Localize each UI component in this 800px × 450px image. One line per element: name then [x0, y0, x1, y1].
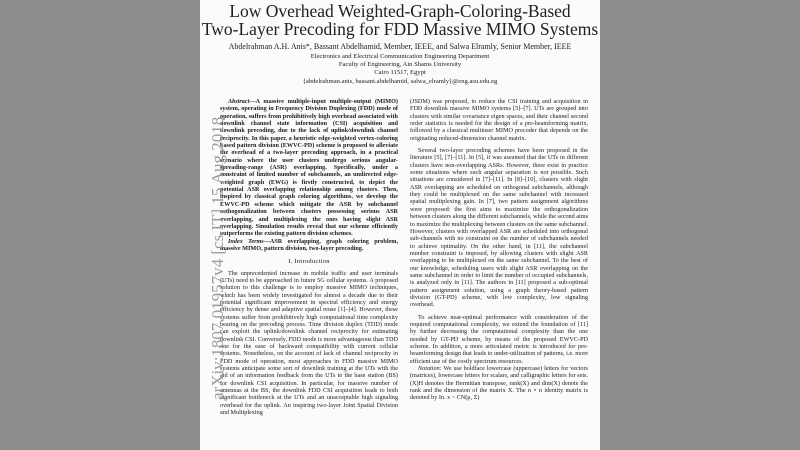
- abstract-label: Abstract: [228, 98, 250, 105]
- notation-label: Notation:: [418, 365, 442, 373]
- intro-paragraph-3: Several two-layer precoding schemes have been proposed in the literature [5], [7]–[11]. In [5], it was assumed that the UTs in different clusters have non-overlapping ASRs. However, there exist in practice some situations where such angular separation is not possible. Such situations are considered in [7]–[11]. In [8]–[10], clusters with slight ASR overlapping are scheduled on orthogonal subchannels, although they could be multiplexed on the same subchannel with increased spatial multiplexing gain. In [7], two pattern assignment algorithms were proposed: the first aims to maximize the orthogonalization between clusters along the different subchannels, while the second aims to maximize the multiplexing between clusters on the same subchannel. However, clusters with overlapped ASR are scheduled into orthogonal sub-channels with no constraint on the number of subchannels needed to achieve optimality. On the other hand, in [11], the subchannel number constraint is imposed, by allowing clusters with slight ASR overlapping to be multiplexed on the same subchannel. To the best of our knowledge, scheduling users with slight ASR overlapping on the same subchannel in order to limit the number of occupied subchannels, is analyzed only in [11]. The authors in [11] proposed a sub-optimal pattern assignment solution, using a graph theory-based pattern division (GT-PD) scheme, with low complexity, low signaling overhead.: [410, 147, 588, 309]
- right-column: [410, 98, 588, 402]
- affiliation-line-3: Cairo 11517, Egypt: [374, 69, 426, 77]
- notation-paragraph: [410, 365, 588, 402]
- abstract: [220, 98, 398, 238]
- affiliation: [200, 53, 600, 86]
- affiliation-line-2: Faculty of Engineering, Ain Shams University: [338, 61, 462, 69]
- index-terms: [220, 238, 398, 253]
- author-list: Abdelrahman A.H. Anis*, Bassant Abdelhamid, Member, IEEE, and Salwa Elramly, Senior Member, IEEE: [228, 42, 572, 51]
- abstract-text: —A massive multiple-input multiple-output (MIMO) system, operating in Frequency Division Duplexing (FDD) mode of operation, suffers from prohibitively high overhead associated with downlink channel state information (CSI) acquisition and downlink precoding, due to the lack of uplink/downlink channel reciprocity. In this paper, a heuristic edge-weighted vertex-coloring based pattern division (EWVC-PD) scheme is proposed to alleviate the overhead of a two-layer precoding approach, in a practical scenario where the user clusters undergo serious angular-spreading-range (ASR) overlapping. Specifically, under a constraint of limited number of subchannels, an undirected edge-weighted graph (EWG) is firstly constructed, to depict the potential ASR overlapping relationship among clusters. Then, inspired by classical graph coloring algorithms, we develop the EWVC-PD scheme which mitigate the ASR by subchannel orthogonalization between clusters possessing serious ASR overlapping, and multiplexing the ones having slight ASR overlapping. Simulation results reveal that our scheme efficiently outperforms the existing pattern division schemes.: [220, 98, 398, 238]
- left-column: [220, 98, 398, 416]
- title-line-1: Low Overhead Weighted-Graph-Coloring-Based: [229, 1, 571, 21]
- paper-title: [200, 2, 600, 38]
- affiliation-line-4: {abdelrahman.anis, bassant.abdelhamid, salwa_elramly}@eng.asu.edu.eg: [302, 77, 498, 85]
- intro-paragraph-4: To achieve near-optimal performance with consideration of the required computational complexity, we extend the foundation of [11] by further decreasing the computational complexity than the one needed by GT-PD scheme, by means of the proposed EWVC-PD scheme. In addition, a more articulated metric is introduced for pre-beamforming design that leads to under-utilization of patterns, i.e. more efficient use of the costly spectrum resources.: [410, 313, 588, 365]
- arxiv-stamp: arXiv:1807.01957v4 [cs.IT] 15 Aug 2018: [208, 116, 227, 400]
- title-line-2: Two-Layer Precoding for FDD Massive MIMO Systems: [201, 19, 599, 39]
- affiliation-line-1: Electronics and Electrical Communication Engineering Department: [310, 53, 490, 60]
- intro-paragraph-1: The unprecedented increase in mobile traffic and user terminals (UTs) need to be approached in future 5G cellular systems. A proposed solution to this challenge is to employ massive MIMO techniques, which has been widely investigated for almost a decade due to their potential significant improvement in spectral efficiency and energy efficiency by dense and adaptive spatial reuse [1]–[4]. However, these systems suffer from prohibitively high computational time complexity bearing on the precoding process. Time division duplex (TDD) mode can exploit the uplink/downlink channel reciprocity for estimating downlink CSI. Conversely, FDD mode is more advantageous than TDD one for the ease of backward compatibility with current cellular systems. Nonetheless, on the account of lack of channel reciprocity in FDD mode of operation, most approaches in FDD massive MIMO systems anticipate some sort of downlink training at the UTs with the aid of an information feedback from the UTs to the base station (BS) for downlink CSI acquisition. In particular, for massive number of antennas at the BS, the downlink FDD CSI acquisition leads to both significant bottleneck at the UTs and an unacceptable high signaling overhead for the uplink. An inspiring two-layer Joint Spatial Division and Multiplexing: [220, 269, 398, 417]
- notation-text: We use boldface lowercase (uppercase) letters for vectors (matrices), lowercase letters for scalars, and calligraphic letters for sets. (X)H denotes the Hermitian transpose, rank(X) and dim(X) denote the rank and the dimension of the matrix X. The n × n identity matrix is denoted by In. x ~ CN(μ, Σ): [410, 365, 588, 402]
- intro-paragraph-2: (JSDM) was proposed, to reduce the CSI training and acquisition in FDD downlink massive MIMO systems [5]–[7]. UTs are grouped into clusters with similar covariance eigen spaces, and their channel second order statistics is needed for the design of a pre-beamforming matrix, followed by a classical multiuser MIMO precoder that depends on the originating reduced-dimension channel matrix.: [410, 98, 588, 142]
- index-terms-label: Index Terms: [228, 237, 264, 245]
- section-heading-introduction: I. Introduction: [288, 258, 330, 266]
- paper-page: [200, 0, 600, 450]
- index-terms-text: —ASR overlapping, graph coloring problem, massive MIMO, pattern division, two-layer precoding.: [220, 237, 398, 252]
